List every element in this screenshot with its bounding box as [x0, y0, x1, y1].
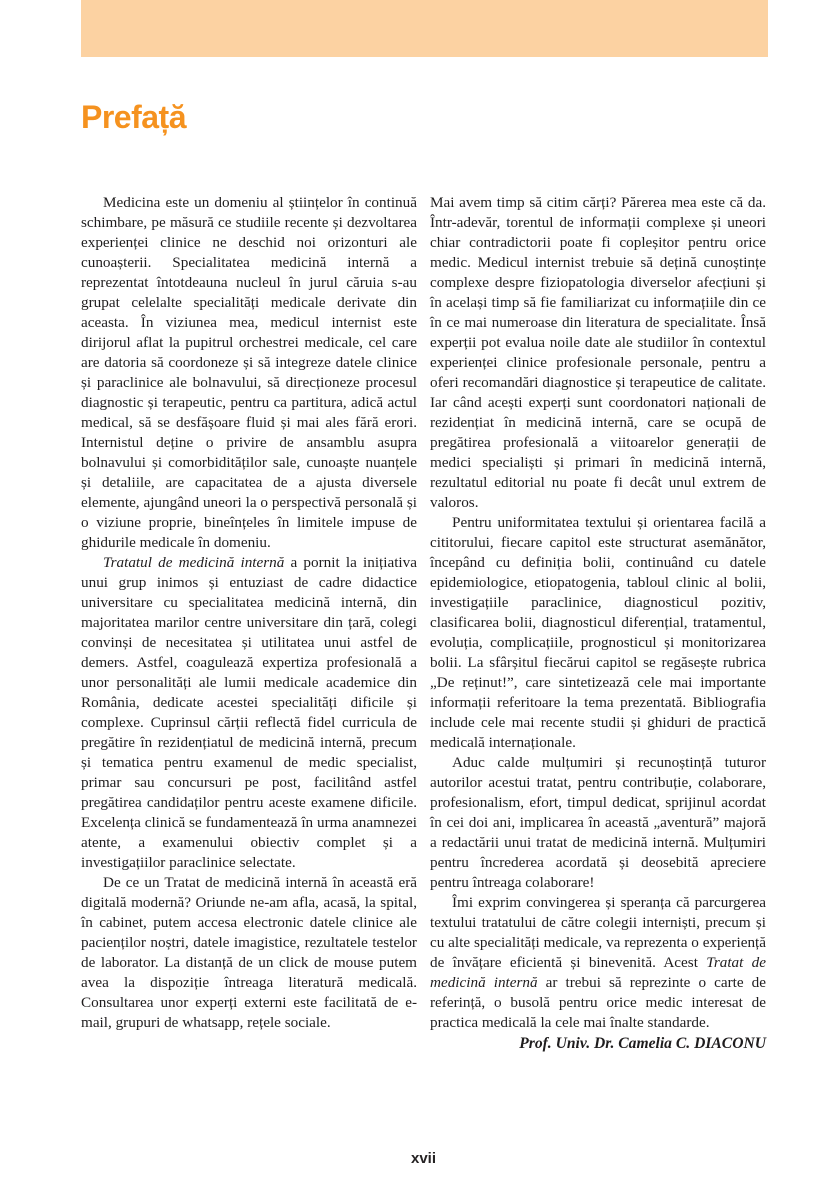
italic-text-run: Tratatul de medicină internă [103, 554, 285, 571]
author-signature: Prof. Univ. Dr. Camelia C. DIACONU [519, 1035, 766, 1052]
header-band [81, 0, 768, 57]
left-column [81, 193, 417, 1054]
italic-text-run: Tratat de medicină internă [430, 954, 766, 991]
text-run: De ce un Tratat de medicină internă în această eră digitală modernă? Oriunde ne-am afla, acasă, la spital, în cabinet, putem accesa electronic datele clinice ale pacienților noștri, datele imagistice, rezultatele testelor de laborator. La distanță de un click de mouse putem avea la dispoziție întreaga literatură medicală. Consultarea unor experți externi este facilitată de e-mail, grupuri de whatsapp, rețele sociale. [81, 874, 417, 1031]
paragraph [81, 193, 417, 553]
text-run: ar trebui să reprezinte o carte de referință, o busolă pentru orice medic interesat de practica medicală la cele mai înalte standarde. [430, 974, 767, 1031]
text-run: Medicina este un domeniu al științelor în continuă schimbare, pe măsură ce studiile recente și dezvoltarea experienței clinice ne deschid noi orizonturi ale cunoașterii. Specialitatea medicină internă a reprezentat întotdeauna nucleul în jurul căruia s-au grupat celelalte specialități medicale derivate din aceasta. În viziunea mea, medicul internist este dirijorul aflat la pupitrul orchestrei medicale, cel care are datoria să coordoneze și să integreze datele clinice și paraclinice ale bolnavului, să direcționeze procesul diagnostic și terapeutic, pentru ca partitura, adică actul medical, să se desfășoare fluid și mai ales fără erori. Internistul deține o privire de ansamblu asupra bolnavului și comorbidităților sale, cunoaște nuanțele și detaliile, are capacitatea de a ajusta diversele elemente, ajungând uneori la o perspectivă personală și o viziune proprie, bineînțeles în limitele impuse de ghidurile medicale în domeniu. [81, 194, 417, 551]
right-column [430, 193, 766, 1054]
text-run: Mai avem timp să citim cărți? Părerea mea este că da. Într-adevăr, torentul de informații complexe și uneori chiar contradictorii poate fi copleșitor pentru orice medic. Medicul internist trebuie să dețină cunoștințe complexe despre fiziopatologia diverselor afecțiuni și în același timp să fie familiarizat cu informațiile din ce în ce mai numeroase din literatura de specialitate. Însă experții pot evalua noile date ale studiilor în contextul experienței clinice profesionale personale, pentru a oferi recomandări diagnostice și terapeutice de calitate. Iar când acești experți sunt coordonatori naționali de rezidențiat în medicină internă, care se ocupă de pregătirea profesională a viitoarelor generații de medici specialiști și primari în medicină internă, rezultatul editorial nu poate fi decât unul extrem de valoros. [430, 194, 766, 511]
body-text [81, 193, 766, 1054]
paragraph [430, 513, 766, 753]
paragraph [430, 753, 766, 893]
page-number: xvii [410, 1150, 437, 1167]
page-title: Prefață [81, 99, 186, 135]
paragraph [430, 893, 766, 1033]
text-run: a pornit la inițiativa unui grup inimos și entuziast de cadre didactice universitare cu specialitatea medicină internă, din majoritatea marilor centre universitare din țară, colegi convinși de necesitatea și utilitatea unui astfel de demers. Astfel, coagulează expertiza profesională a unor personalități ale lumii medicale academice din România, dedicate acestei specialități dificile și complexe. Cuprinsul cărții reflectă fidel curricula de pregătire în rezidențiatul de medicină internă, precum și tematica pentru examenul de medic specialist, primar sau concursuri pe post, facilitând astfel pregătirea candidaților pentru aceste examene dificile. Excelența clinică se fundamentează în urma anamnezei atente, a examenului obiectiv complet și a investigațiilor paraclinice selectate. [81, 554, 417, 871]
paragraph [81, 553, 417, 873]
paragraph [81, 873, 417, 1033]
text-run: Aduc calde mulțumiri și recunoștință tuturor autorilor acestui tratat, pentru contribuție, colaborare, profesionalism, efort, timpul dedicat, sprijinul acordat în cei doi ani, implicarea în această „aventură” majoră a redactării unui tratat de medicină internă. Mulțumiri pentru încrederea acordată și deosebită apreciere pentru întreaga colaborare! [430, 754, 766, 891]
paragraph [430, 193, 766, 513]
text-run: Îmi exprim convingerea și speranța că parcurgerea textului tratatului de către colegii interniști, precum și cu alte specialități medicale, va reprezenta o experiență de învățare eficientă și binevenită. Acest [430, 894, 766, 971]
text-run: Pentru uniformitatea textului și orientarea facilă a cititorului, fiecare capitol este structurat asemănător, începând cu definiția bolii, continuând cu datele epidemiologice, etiopatogenia, tabloul clinic al bolii, investigațiile paraclinice, diagnosticul pozitiv, clasificarea bolii, diagnosticul diferențial, tratamentul, evoluția, complicațiile, prognosticul și monitorizarea bolii. La sfârșitul fiecărui capitol se regăsește rubrica „De reținut!”, care sintetizează cele mai importante informații referitoare la tema prezentată. Bibliografia include cele mai recente studii și ghiduri de practică medicală internaționale. [430, 514, 766, 751]
